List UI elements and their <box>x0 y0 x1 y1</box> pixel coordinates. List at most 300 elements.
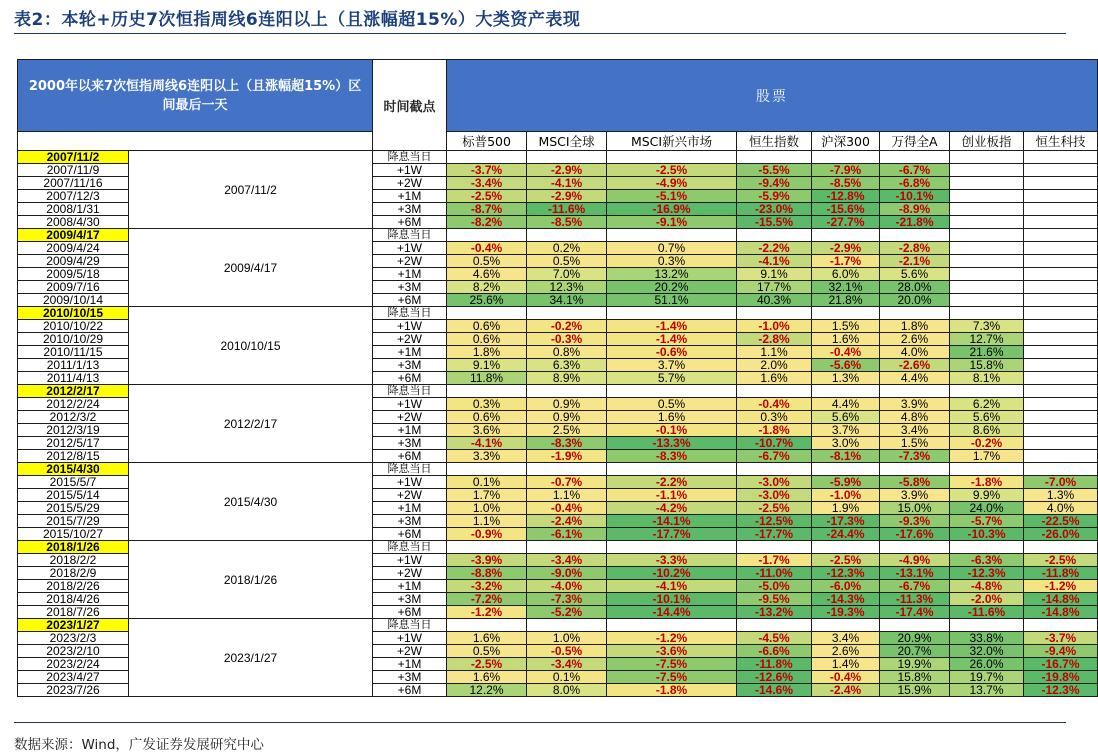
column-header: 沪深300 <box>812 132 880 151</box>
return-cell: -12.3% <box>812 567 880 580</box>
return-cell: 2.5% <box>527 424 607 437</box>
return-cell: 20.0% <box>880 294 950 307</box>
return-cell: -5.6% <box>812 359 880 372</box>
return-cell: -6.1% <box>527 528 607 541</box>
rally-end-date: 2007/11/2 <box>18 151 129 164</box>
time-point: +1M <box>373 424 447 437</box>
return-cell: -17.7% <box>607 528 737 541</box>
return-cell: -8.3% <box>527 437 607 450</box>
return-cell: 1.6% <box>447 632 527 645</box>
time-point: +1M <box>373 502 447 515</box>
empty-cell <box>527 229 607 242</box>
return-cell: -16.7% <box>1024 658 1098 671</box>
row-date: 2008/1/31 <box>18 203 129 216</box>
return-cell: 0.6% <box>447 320 527 333</box>
time-point: +3M <box>373 437 447 450</box>
return-cell: 8.6% <box>950 424 1024 437</box>
return-cell: -2.2% <box>737 242 812 255</box>
return-cell: -10.7% <box>737 437 812 450</box>
empty-cell <box>812 229 880 242</box>
return-cell: 19.7% <box>950 671 1024 684</box>
empty-cell <box>447 151 527 164</box>
time-point: +1W <box>373 398 447 411</box>
return-cell: 1.7% <box>950 450 1024 463</box>
return-cell: 0.2% <box>527 242 607 255</box>
return-cell: 1.3% <box>1024 489 1098 502</box>
row-date: 2009/4/24 <box>18 242 129 255</box>
row-date: 2018/2/9 <box>18 567 129 580</box>
return-cell: 8.2% <box>447 281 527 294</box>
return-cell: 32.1% <box>812 281 880 294</box>
return-cell: -14.1% <box>607 515 737 528</box>
time-point: +1M <box>373 580 447 593</box>
row-date: 2023/7/26 <box>18 684 129 697</box>
return-cell: 1.5% <box>812 320 880 333</box>
block-label: 2018/1/26 <box>129 541 373 619</box>
header-stock-group: 股票 <box>447 60 1098 132</box>
empty-cell <box>812 541 880 554</box>
return-cell: 3.9% <box>880 398 950 411</box>
time-point: +1W <box>373 242 447 255</box>
return-cell: -14.6% <box>737 684 812 697</box>
return-cell: -0.1% <box>607 424 737 437</box>
time-point: 降息当日 <box>373 541 447 554</box>
return-cell: -19.8% <box>1024 671 1098 684</box>
return-cell: -1.0% <box>737 320 812 333</box>
return-cell: 0.5% <box>447 645 527 658</box>
return-cell: 4.0% <box>880 346 950 359</box>
return-cell: 20.7% <box>880 645 950 658</box>
empty-cell <box>1024 307 1098 320</box>
return-cell: 7.0% <box>527 268 607 281</box>
time-point: +1W <box>373 476 447 489</box>
row-date: 2012/2/24 <box>18 398 129 411</box>
return-cell: -4.9% <box>880 554 950 567</box>
column-header: 标普500 <box>447 132 527 151</box>
empty-cell <box>1024 463 1098 476</box>
return-cell: -0.4% <box>737 398 812 411</box>
return-cell: -1.8% <box>737 424 812 437</box>
empty-cell <box>880 541 950 554</box>
row-date: 2009/7/16 <box>18 281 129 294</box>
return-cell: -6.7% <box>880 580 950 593</box>
return-cell: 8.1% <box>950 372 1024 385</box>
return-cell: -9.4% <box>1024 645 1098 658</box>
empty-cell <box>607 307 737 320</box>
return-cell: 17.7% <box>737 281 812 294</box>
time-point: +6M <box>373 528 447 541</box>
return-cell: -23.0% <box>737 203 812 216</box>
row-date: 2015/5/14 <box>18 489 129 502</box>
time-point: +1W <box>373 632 447 645</box>
return-cell: 1.0% <box>527 632 607 645</box>
return-cell: 3.0% <box>812 437 880 450</box>
row-date: 2012/5/17 <box>18 437 129 450</box>
empty-cell <box>447 229 527 242</box>
empty-cell <box>950 268 1024 281</box>
empty-cell <box>607 541 737 554</box>
return-cell: -7.5% <box>607 671 737 684</box>
empty-cell <box>950 619 1024 632</box>
rally-end-date: 2015/4/30 <box>18 463 129 476</box>
return-cell: -1.0% <box>812 489 880 502</box>
return-cell: -1.2% <box>607 632 737 645</box>
return-cell: -3.4% <box>527 658 607 671</box>
return-cell: 4.4% <box>880 372 950 385</box>
return-cell: -0.3% <box>527 333 607 346</box>
empty-cell <box>527 541 607 554</box>
time-point: +2W <box>373 645 447 658</box>
return-cell: 15.9% <box>880 684 950 697</box>
return-cell: 1.4% <box>812 658 880 671</box>
return-cell: -2.5% <box>607 164 737 177</box>
return-cell: 1.8% <box>880 320 950 333</box>
return-cell: -2.4% <box>527 515 607 528</box>
block-label: 2007/11/2 <box>129 151 373 229</box>
table-title: 表2：本轮+历史7次恒指周线6连阳以上（且涨幅超15%）大类资产表现 <box>14 10 581 30</box>
row-date: 2012/3/19 <box>18 424 129 437</box>
empty-cell <box>950 242 1024 255</box>
return-cell: 1.1% <box>447 515 527 528</box>
time-point: +6M <box>373 372 447 385</box>
return-cell: -8.5% <box>812 177 880 190</box>
return-cell: 1.6% <box>447 671 527 684</box>
return-cell: -8.9% <box>880 203 950 216</box>
row-date: 2008/4/30 <box>18 216 129 229</box>
return-cell: -17.3% <box>812 515 880 528</box>
row-date: 2009/10/14 <box>18 294 129 307</box>
row-date: 2015/10/27 <box>18 528 129 541</box>
return-cell: 1.6% <box>812 333 880 346</box>
return-cell: 1.6% <box>607 411 737 424</box>
return-cell: 1.9% <box>812 502 880 515</box>
return-cell: 3.4% <box>880 424 950 437</box>
return-cell: -2.8% <box>880 242 950 255</box>
empty-cell <box>1024 411 1098 424</box>
return-cell: -17.4% <box>880 606 950 619</box>
return-cell: -11.6% <box>950 606 1024 619</box>
return-cell: -0.2% <box>950 437 1024 450</box>
return-cell: -2.2% <box>607 476 737 489</box>
return-cell: -7.2% <box>447 593 527 606</box>
return-cell: 20.2% <box>607 281 737 294</box>
return-cell: -8.7% <box>447 203 527 216</box>
return-cell: -24.4% <box>812 528 880 541</box>
return-cell: 13.2% <box>607 268 737 281</box>
return-cell: -2.8% <box>737 333 812 346</box>
return-cell: 5.6% <box>812 411 880 424</box>
empty-cell <box>880 151 950 164</box>
title-divider <box>14 33 1066 34</box>
return-cell: 5.7% <box>607 372 737 385</box>
row-date: 2007/12/3 <box>18 190 129 203</box>
return-cell: -4.2% <box>607 502 737 515</box>
return-cell: 3.9% <box>880 489 950 502</box>
return-cell: -0.2% <box>527 320 607 333</box>
empty-cell <box>737 541 812 554</box>
return-cell: -2.5% <box>1024 554 1098 567</box>
return-cell: -5.9% <box>737 190 812 203</box>
empty-cell <box>607 229 737 242</box>
time-point: +6M <box>373 606 447 619</box>
empty-cell <box>1024 151 1098 164</box>
return-cell: -15.6% <box>812 203 880 216</box>
return-cell: 6.2% <box>950 398 1024 411</box>
return-cell: -21.8% <box>880 216 950 229</box>
time-point: 降息当日 <box>373 385 447 398</box>
return-cell: 0.6% <box>447 411 527 424</box>
time-point: +2W <box>373 567 447 580</box>
return-cell: -11.6% <box>527 203 607 216</box>
return-cell: -9.3% <box>880 515 950 528</box>
return-cell: 6.0% <box>812 268 880 281</box>
empty-cell <box>1024 281 1098 294</box>
return-cell: -7.0% <box>1024 476 1098 489</box>
row-date: 2009/4/29 <box>18 255 129 268</box>
return-cell: -3.4% <box>527 554 607 567</box>
return-cell: 0.6% <box>447 333 527 346</box>
return-cell: -14.3% <box>812 593 880 606</box>
return-cell: -1.8% <box>950 476 1024 489</box>
return-cell: -5.5% <box>737 164 812 177</box>
row-date: 2007/11/16 <box>18 177 129 190</box>
row-date: 2023/2/24 <box>18 658 129 671</box>
return-cell: -1.4% <box>607 320 737 333</box>
empty-cell <box>1024 398 1098 411</box>
time-point: +6M <box>373 216 447 229</box>
return-cell: -5.1% <box>607 190 737 203</box>
empty-cell <box>950 229 1024 242</box>
return-cell: -5.7% <box>950 515 1024 528</box>
block-label: 2010/10/15 <box>129 307 373 385</box>
return-cell: -1.2% <box>1024 580 1098 593</box>
return-cell: -3.9% <box>447 554 527 567</box>
return-cell: -3.2% <box>447 580 527 593</box>
empty-cell <box>1024 437 1098 450</box>
empty-cell <box>880 229 950 242</box>
row-date: 2010/11/15 <box>18 346 129 359</box>
empty-cell <box>447 619 527 632</box>
time-point: 降息当日 <box>373 229 447 242</box>
return-cell: -3.0% <box>737 476 812 489</box>
return-cell: -0.4% <box>812 346 880 359</box>
return-cell: -0.6% <box>607 346 737 359</box>
return-cell: 1.1% <box>737 346 812 359</box>
row-date: 2023/2/10 <box>18 645 129 658</box>
time-point: 降息当日 <box>373 619 447 632</box>
return-cell: -11.8% <box>1024 567 1098 580</box>
return-cell: -5.8% <box>880 476 950 489</box>
time-point: +1M <box>373 346 447 359</box>
return-cell: -8.8% <box>447 567 527 580</box>
empty-cell <box>447 463 527 476</box>
return-cell: 9.9% <box>950 489 1024 502</box>
return-cell: -1.7% <box>737 554 812 567</box>
return-cell: -2.1% <box>880 255 950 268</box>
return-cell: -4.1% <box>737 255 812 268</box>
time-point: +1W <box>373 320 447 333</box>
rally-end-date: 2012/2/17 <box>18 385 129 398</box>
return-cell: -4.9% <box>607 177 737 190</box>
return-cell: -13.1% <box>880 567 950 580</box>
return-cell: 0.7% <box>607 242 737 255</box>
return-cell: 9.1% <box>447 359 527 372</box>
time-point: +1M <box>373 268 447 281</box>
rally-end-date: 2018/1/26 <box>18 541 129 554</box>
block-label: 2023/1/27 <box>129 619 373 697</box>
return-cell: -3.0% <box>737 489 812 502</box>
row-date: 2015/5/29 <box>18 502 129 515</box>
return-cell: -14.8% <box>1024 606 1098 619</box>
return-cell: -12.3% <box>950 567 1024 580</box>
empty-cell <box>1024 229 1098 242</box>
empty-cell <box>607 463 737 476</box>
empty-cell <box>950 255 1024 268</box>
return-cell: -1.1% <box>607 489 737 502</box>
time-point: +1W <box>373 164 447 177</box>
empty-cell <box>1024 216 1098 229</box>
return-cell: -2.5% <box>447 658 527 671</box>
return-cell: -10.1% <box>880 190 950 203</box>
time-point: +6M <box>373 294 447 307</box>
empty-cell <box>1024 203 1098 216</box>
return-cell: 20.9% <box>880 632 950 645</box>
return-cell: -6.0% <box>812 580 880 593</box>
empty-cell <box>527 619 607 632</box>
return-cell: -17.6% <box>880 528 950 541</box>
time-point: +1M <box>373 190 447 203</box>
header-spacer <box>18 132 373 151</box>
row-date: 2018/7/26 <box>18 606 129 619</box>
return-cell: -1.8% <box>607 684 737 697</box>
time-point: +2W <box>373 255 447 268</box>
row-date: 2011/1/13 <box>18 359 129 372</box>
return-cell: -2.9% <box>527 164 607 177</box>
row-date: 2010/10/22 <box>18 320 129 333</box>
empty-cell <box>950 151 1024 164</box>
rally-end-date: 2010/10/15 <box>18 307 129 320</box>
return-cell: 28.0% <box>880 281 950 294</box>
return-cell: -2.5% <box>812 554 880 567</box>
return-cell: 51.1% <box>607 294 737 307</box>
empty-cell <box>1024 424 1098 437</box>
return-cell: 13.7% <box>950 684 1024 697</box>
empty-cell <box>812 463 880 476</box>
empty-cell <box>527 307 607 320</box>
return-cell: -12.5% <box>737 515 812 528</box>
empty-cell <box>812 307 880 320</box>
return-cell: -3.7% <box>1024 632 1098 645</box>
block-label: 2015/4/30 <box>129 463 373 541</box>
row-date: 2023/2/3 <box>18 632 129 645</box>
return-cell: -6.7% <box>880 164 950 177</box>
return-cell: -12.6% <box>737 671 812 684</box>
empty-cell <box>1024 333 1098 346</box>
empty-cell <box>1024 372 1098 385</box>
return-cell: -0.9% <box>447 528 527 541</box>
return-cell: -1.2% <box>447 606 527 619</box>
empty-cell <box>950 177 1024 190</box>
return-cell: 4.6% <box>447 268 527 281</box>
return-cell: -11.8% <box>737 658 812 671</box>
return-cell: 1.1% <box>527 489 607 502</box>
return-cell: 5.6% <box>950 411 1024 424</box>
return-cell: 1.6% <box>737 372 812 385</box>
empty-cell <box>737 385 812 398</box>
return-cell: 0.9% <box>527 411 607 424</box>
return-cell: 3.3% <box>447 450 527 463</box>
return-cell: -4.1% <box>607 580 737 593</box>
return-cell: -19.3% <box>812 606 880 619</box>
return-cell: -1.7% <box>812 255 880 268</box>
empty-cell <box>607 385 737 398</box>
column-header: 恒生指数 <box>737 132 812 151</box>
return-cell: 32.0% <box>950 645 1024 658</box>
empty-cell <box>880 463 950 476</box>
row-date: 2018/4/26 <box>18 593 129 606</box>
return-cell: 4.0% <box>1024 502 1098 515</box>
empty-cell <box>950 281 1024 294</box>
empty-cell <box>737 463 812 476</box>
empty-cell <box>1024 359 1098 372</box>
source-note: 数据来源：Wind，广发证券发展研究中心 <box>14 737 264 753</box>
return-cell: 0.9% <box>527 398 607 411</box>
return-cell: -10.1% <box>607 593 737 606</box>
return-cell: 3.6% <box>447 424 527 437</box>
row-date: 2012/3/2 <box>18 411 129 424</box>
return-cell: -9.1% <box>607 216 737 229</box>
return-cell: 3.4% <box>812 632 880 645</box>
return-cell: 24.0% <box>950 502 1024 515</box>
return-cell: -9.0% <box>527 567 607 580</box>
return-cell: -2.5% <box>737 502 812 515</box>
return-cell: 1.5% <box>880 437 950 450</box>
return-cell: -6.3% <box>950 554 1024 567</box>
return-cell: 11.8% <box>447 372 527 385</box>
row-date: 2009/5/18 <box>18 268 129 281</box>
return-cell: -6.7% <box>737 450 812 463</box>
return-cell: 3.7% <box>812 424 880 437</box>
return-cell: 2.6% <box>812 645 880 658</box>
return-cell: 15.8% <box>880 671 950 684</box>
empty-cell <box>737 307 812 320</box>
time-point: 降息当日 <box>373 463 447 476</box>
empty-cell <box>812 619 880 632</box>
return-cell: -12.8% <box>812 190 880 203</box>
return-cell: -2.9% <box>527 190 607 203</box>
return-cell: 0.3% <box>737 411 812 424</box>
return-cell: 40.3% <box>737 294 812 307</box>
empty-cell <box>950 307 1024 320</box>
return-cell: -6.8% <box>880 177 950 190</box>
column-header: MSCI新兴市场 <box>607 132 737 151</box>
return-cell: 19.9% <box>880 658 950 671</box>
header-time-point: 时间截点 <box>373 60 447 151</box>
return-cell: -8.5% <box>527 216 607 229</box>
empty-cell <box>950 541 1024 554</box>
time-point: +3M <box>373 359 447 372</box>
empty-cell <box>1024 450 1098 463</box>
return-cell: -9.5% <box>737 593 812 606</box>
return-cell: 2.0% <box>737 359 812 372</box>
return-cell: -22.5% <box>1024 515 1098 528</box>
return-cell: -8.1% <box>812 450 880 463</box>
return-cell: -2.9% <box>812 242 880 255</box>
time-point: +1M <box>373 658 447 671</box>
empty-cell <box>812 151 880 164</box>
return-cell: -3.4% <box>447 177 527 190</box>
empty-cell <box>1024 268 1098 281</box>
